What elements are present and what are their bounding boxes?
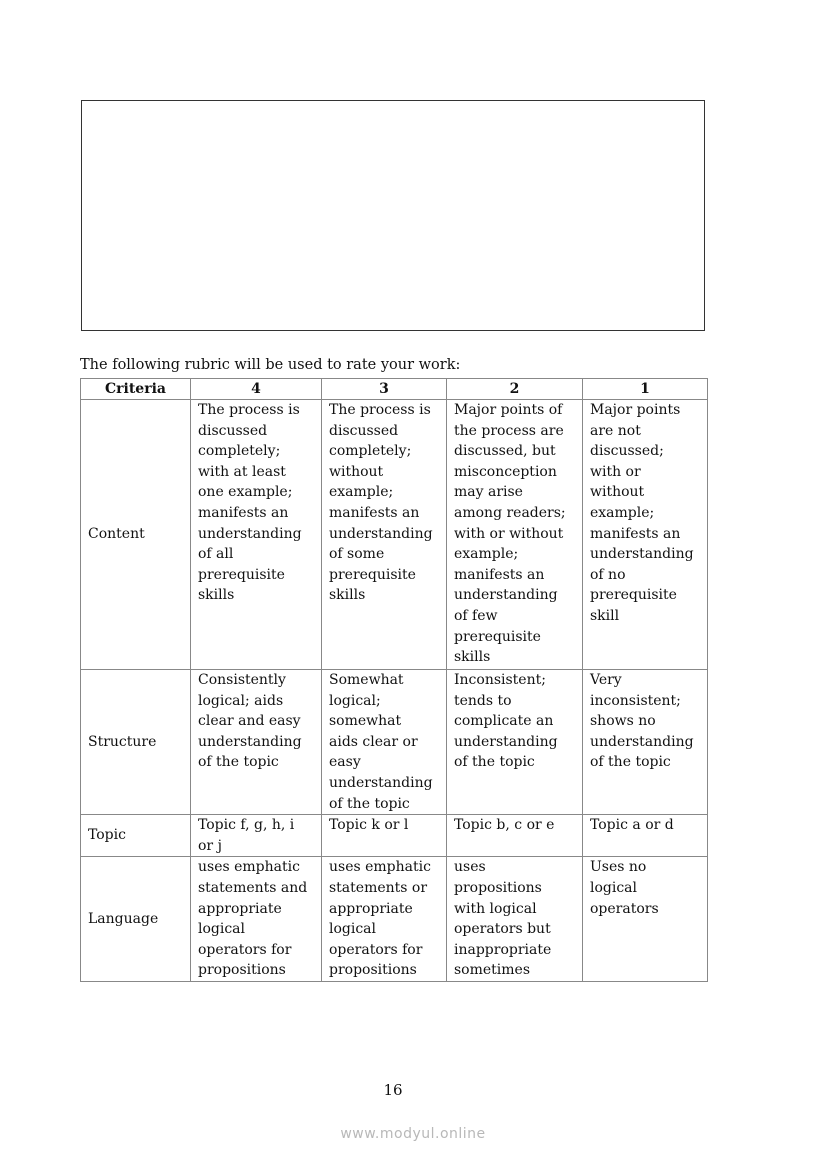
page-number: 16 xyxy=(383,1081,403,1099)
rubric-row-structure xyxy=(81,670,708,815)
rubric-cell: Topic b, c or e xyxy=(447,815,583,857)
rubric-table xyxy=(80,378,708,982)
rubric-cell: uses emphatic statements and appropriate logical operators for propositions xyxy=(191,857,322,982)
rubric-cell: Major points are not discussed; with or without example; manifests an understanding of no prerequisite skill xyxy=(583,400,708,670)
header-score-2: 2 xyxy=(447,379,583,400)
rubric-cell: Topic f, g, h, i or j xyxy=(191,815,322,857)
criteria-cell: Structure xyxy=(81,670,191,815)
rubric-cell: The process is discussed completely; with at least one example; manifests an understanding of all prerequisite skills xyxy=(191,400,322,670)
rubric-cell: Uses no logical operators xyxy=(583,857,708,982)
header-criteria: Criteria xyxy=(81,379,191,400)
rubric-row-language xyxy=(81,857,708,982)
rubric-header-row xyxy=(81,379,708,400)
criteria-cell: Topic xyxy=(81,815,191,857)
rubric-intro: The following rubric will be used to rate your work: xyxy=(80,357,461,373)
rubric-cell: Inconsistent; tends to complicate an understanding of the topic xyxy=(447,670,583,815)
rubric-cell: The process is discussed completely; without example; manifests an understanding of some prerequisite skills xyxy=(322,400,447,670)
rubric-row-topic xyxy=(81,815,708,857)
watermark: www.modyul.online xyxy=(340,1126,486,1142)
header-score-4: 4 xyxy=(191,379,322,400)
rubric-cell: Somewhat logical; somewhat aids clear or easy understanding of the topic xyxy=(322,670,447,815)
criteria-cell: Language xyxy=(81,857,191,982)
rubric-cell: Consistently logical; aids clear and easy understanding of the topic xyxy=(191,670,322,815)
header-score-1: 1 xyxy=(583,379,708,400)
rubric-cell: Topic a or d xyxy=(583,815,708,857)
header-score-3: 3 xyxy=(322,379,447,400)
rubric-cell: Major points of the process are discussed, but misconception may arise among readers; with or without example; manifests an understanding of few prerequisite skills xyxy=(447,400,583,670)
rubric-cell: uses emphatic statements or appropriate logical operators for propositions xyxy=(322,857,447,982)
rubric-cell: Very inconsistent; shows no understanding of the topic xyxy=(583,670,708,815)
rubric-row-content xyxy=(81,400,708,670)
criteria-cell: Content xyxy=(81,400,191,670)
rubric-cell: uses propositions with logical operators but inappropriate sometimes xyxy=(447,857,583,982)
answer-box[interactable] xyxy=(81,100,705,331)
rubric-cell: Topic k or l xyxy=(322,815,447,857)
